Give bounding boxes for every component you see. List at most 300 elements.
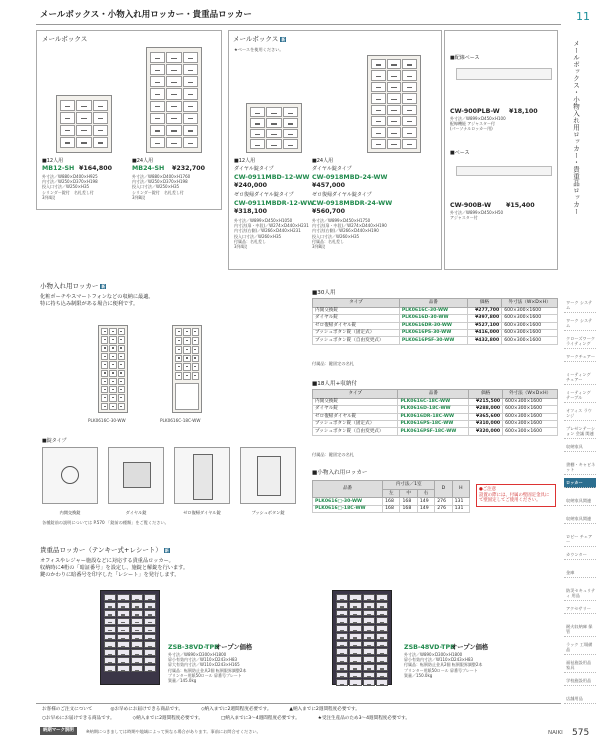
side-tab-1[interactable]: ワーク システム [564,316,596,331]
locker-door [183,363,190,371]
locker-door [76,137,91,148]
table-cell: 168 [400,498,417,505]
table30-title: ■30人用 [312,290,336,296]
locker-door [402,116,417,126]
table-cell: プッシュボタン錠（自由変更式） [313,428,398,435]
locker-door [371,59,386,69]
locker-door [376,664,388,671]
legend-head: 納期マーク説明 [40,727,77,735]
table-cell: PLK0616DR-18C-WW [398,413,469,420]
locker-door [144,641,156,648]
locker-door [371,139,386,149]
locker-door [118,394,125,401]
side-tab-7[interactable]: プレゼンテーション 会議 関連 [564,424,596,439]
locker-door [118,336,125,343]
locker-door [118,353,125,360]
locker-door [402,82,417,92]
locker-door [250,107,265,117]
locker-door [336,672,348,679]
locker-door [117,626,129,633]
locker-door [363,610,375,617]
locker-door [131,641,143,648]
locker-door [363,648,375,655]
locker-door [131,594,143,601]
inner-col-right: 右 [417,489,434,498]
table-cell: 168 [383,498,400,505]
table-row [313,337,558,344]
mailbox-dial-note: ★ベースを使用ください。 [234,47,284,52]
locker-door [104,626,116,633]
table18-col-size: 外寸法（W×D×H） [503,390,558,399]
table18-title: ■18人用+収納付 [312,381,358,387]
locker-door [175,328,182,336]
table-cell: 内開交換錠 [313,307,400,314]
table-row [313,329,558,336]
locker-door [118,361,125,368]
table-cell: ¥397,800 [467,315,501,322]
locker-door [131,626,143,633]
locker-door [60,125,75,136]
locker-door [371,116,386,126]
locker-door [283,118,298,128]
table18-header-row [313,390,558,399]
locker-door [387,105,402,115]
base2-model: CW-900B-W [450,202,492,209]
locker-door [104,634,116,641]
locker-door [109,345,116,352]
table-cell: 600×300×1600 [502,307,558,314]
table-cell: 168 [400,505,417,512]
locker-door [150,76,165,87]
page-number: 575 [572,728,590,738]
locker-door [376,679,388,686]
dial-24-label: ■24人用 [312,158,334,164]
dial-12-price2: ¥318,100 [234,208,268,215]
side-tab-0[interactable]: ワーク システム [564,298,596,313]
locker-door [349,641,361,648]
mailbox-dial-12-image [246,103,302,153]
base1-model: CW-900PLB-W [450,108,500,115]
side-tab-9[interactable]: 書棚・キャビネット [564,460,596,475]
locker-door [376,617,388,624]
locker-door [131,649,143,656]
locker-door [283,139,298,149]
inner-col-model: 品番 [313,481,383,498]
table-cell: プッシュボタン錠（自由変更式） [313,337,400,344]
locker-door [363,633,375,640]
inner-col-size: 内寸法／1室 [383,481,435,490]
base2-price: ¥15,400 [506,202,535,209]
locker-door [349,633,361,640]
locker-door [117,657,129,664]
side-tab-15[interactable]: 金庫 [564,568,596,578]
side-tab-11[interactable]: 収納家具関連 [564,496,596,506]
locker-door [376,656,388,663]
locker-door [266,107,281,117]
mailbox-24-label: ■24人用 [132,158,154,164]
side-tab-3[interactable]: ワークチェアー [564,352,596,362]
table-cell: PLK0616PS-30-WW [399,329,467,336]
locker-door [117,610,129,617]
lock-keyed-image [42,447,98,504]
dial-12-model2: CW-0911MBDR-12-WW [234,200,315,207]
header-divider [36,24,561,25]
side-tab-20[interactable]: 福祉施設用品 家具 [564,658,596,673]
table-cell: 600×300×1600 [503,398,558,405]
locker-door [101,370,108,377]
locker-door [118,370,125,377]
locker-door [387,70,402,80]
inner-table-header [313,481,470,490]
locker-door [192,346,199,354]
page-tab-number: 11 [576,10,590,23]
locker-door [183,64,198,75]
locker-door [118,386,125,393]
locker-door [349,610,361,617]
locker-door [118,378,125,385]
table-cell: PLK0616PSF-18C-WW [398,428,469,435]
locker-door [387,116,402,126]
table-cell: プッシュボタン錠（固定式） [313,420,398,427]
locker-door [117,594,129,601]
table-cell: ¥215,500 [469,398,503,405]
base1-label: ■配線ベース [450,55,480,61]
valuables-38-image [100,590,160,685]
locker-door [101,361,108,368]
side-tab-4[interactable]: ミーティング チェアー [564,370,596,385]
locker-door [183,328,190,336]
locker-door [109,403,116,410]
valuables-desc: オフィスやレジャー施設などに対応する貴重品ロッカー。 収納時に4桁の「暗証番号」を設定し、施錠と解錠を行います。 鍵のかわりに暗番号を印字した「レシート」を発行します。 [40,558,189,578]
table-cell: PLK0616□-30-WW [313,498,383,505]
table-cell: プッシュボタン錠（固定式） [313,329,400,336]
locker-door [144,657,156,664]
table-row [313,413,558,420]
valuables-48-model: ZSB-48VD-TPR [404,644,455,651]
base2-spec: 外寸法／W899×D450×H50 アジャスター付 [450,210,504,221]
lock-push-image [240,447,296,504]
mailbox-24-price: ¥232,700 [172,165,206,172]
base2-image [456,166,552,176]
locker-door [104,649,116,656]
locker-door [93,112,108,123]
locker-door [109,353,116,360]
locker-door [166,76,181,87]
locker-door [150,88,165,99]
table-cell: 600×300×1600 [502,337,558,344]
locker-door [93,125,108,136]
small-locker-desc: 化粧ポーチやスマートフォンなどの収納に最適。 特に持ち込み制限がある場合に便利です。 [40,294,154,307]
legend-row1-d: ▲納入までに2週間程度必要です。 [289,707,360,712]
locker-door [376,641,388,648]
locker-door [371,70,386,80]
dial-24-price: ¥457,000 [312,182,346,189]
locker-door [183,346,190,354]
valuables-48-spec: 外寸法／W890×D300×H1800 扉小有効内寸法／W110×D243×H83 付属品：転倒防止金具2個 転倒限界調整2本 プリンター用紙50ロール 扉番号プレート 質量／150.0kg [404,652,483,678]
locker-door [349,625,361,632]
side-tab-5[interactable]: ミーティング テーブル [564,388,596,403]
locker-door [371,127,386,137]
locker-door [109,336,116,343]
side-tab-17[interactable]: アクセサリー [564,604,596,614]
locker-door [363,679,375,686]
locker-door [363,641,375,648]
side-heading: メールボックス・小物入れ用ロッカー・貴重品ロッカー [572,40,580,215]
locker-door [101,386,108,393]
table-cell: PLK0616D-18C-WW [398,406,469,413]
table30-col-price: 価格 [467,299,501,308]
mailbox-dial-24-image [367,55,421,153]
locker-door [376,633,388,640]
side-tab-6[interactable]: オフィス ラウンジ [564,406,596,421]
side-tab-8[interactable]: 収納家具 [564,442,596,452]
locker-door [109,394,116,401]
locker-door [131,657,143,664]
table-cell: PLK0616PS-18C-WW [398,420,469,427]
table18 [312,389,558,436]
locker-door [118,403,125,410]
locker-door [376,672,388,679]
locker-door [109,378,116,385]
dial-24-type: ダイヤル錠タイプ [312,166,352,172]
table-cell: 149 [417,498,434,505]
table30-col-size: 外寸法（W×D×H） [502,299,558,308]
side-tab-18[interactable]: 耐火収納庫 保管 [564,622,596,637]
locker-door [183,88,198,99]
table-row [313,505,470,512]
locker-door [363,594,375,601]
table-row [313,498,470,505]
locker-door [144,618,156,625]
dial-12-label: ■12人用 [234,158,256,164]
locker-door [131,665,143,672]
locker-door [109,370,116,377]
locker-door [101,353,108,360]
locker-door [175,346,182,354]
table-cell: ¥320,000 [469,428,503,435]
side-tab-2[interactable]: クローズワーク ライティング [564,334,596,349]
locker-door [183,337,190,345]
table-cell: ¥416,000 [467,329,501,336]
side-tab-14[interactable]: カウンター [564,550,596,560]
table30-col-model: 品番 [399,299,467,308]
side-tab-22[interactable]: 店舗用品 [564,694,596,704]
locker-door [101,328,108,335]
table-cell: PLK0616DR-30-WW [399,322,467,329]
table30-header-row [313,299,558,308]
table-cell: 600×300×1600 [503,406,558,413]
locker-door [150,113,165,124]
locker-30-image [98,325,128,413]
lock-dial-caption: ダイヤル錠 [125,510,147,515]
base1-image [456,68,552,80]
table-cell: 内開交換錠 [313,398,398,405]
locker-door [363,672,375,679]
table-cell: ¥432,800 [467,337,501,344]
dial-24-model2: CW-0918MBDR-24-WW [312,200,393,207]
dial-12-spec: 外寸法／W899×D450×H1050 内寸法(扉・中段)／W274×D440×H231 内寸法(右側)／W266×D440×H231 投入口寸法／W260×H35 付属品：名札差し 3列4段 [234,218,309,249]
mailbox-dial-title: メールボックス 新 [233,35,286,43]
inner-table-title: ■小物入れ用ロッカー [312,470,368,476]
locker-door [101,336,108,343]
legend-row1-a: お客様のご注文について [42,707,93,712]
locker-door [183,101,198,112]
locker-door [402,93,417,103]
locker-door [402,70,417,80]
locker-door [131,634,143,641]
locker-door [150,101,165,112]
table-cell: 276 [435,498,452,505]
locker-door [131,602,143,609]
locker-door [402,105,417,115]
lock-dial-image [108,447,164,504]
table-cell: PLK0616C-30-WW [399,307,467,314]
locker-door [266,139,281,149]
locker-door [376,602,388,609]
table-row [313,315,558,322]
locker-door [166,101,181,112]
locker-door [93,137,108,148]
valuables-48-price: オープン価格 [451,644,489,651]
lock-zero-dial-image [174,447,230,504]
locker-door [192,355,199,363]
table-cell: ¥288,000 [469,406,503,413]
locker-door [266,118,281,128]
dial-24-type2: ゼロ復帰ダイヤル錠タイプ [312,192,372,198]
table-cell: 131 [452,498,469,505]
table30-note: 付属品：鍵固定の名札 [312,361,354,366]
locker-door [117,665,129,672]
valuables-title: 貴重品ロッカー（テンキー式+レシート） 新 [40,546,169,554]
locker-door [104,610,116,617]
locker-door [118,328,125,335]
locker-door [336,625,348,632]
table-cell: 600×300×1600 [502,322,558,329]
locker-door [109,361,116,368]
locker-30-caption: PLK0616C-30-WW [88,418,126,423]
locker-18-image [172,325,202,413]
locker-door [117,634,129,641]
mailbox-12-model: MB12-SH [42,165,75,172]
locker-door [192,337,199,345]
table18-note: 付属品：鍵固定の名札 [312,452,354,457]
locker-door [144,626,156,633]
locker-door [166,52,181,63]
locker-door [283,107,298,117]
locker-door [336,617,348,624]
locker-door [175,337,182,345]
side-tab-16[interactable]: 防災セキュリティ 用品 [564,586,596,601]
locker-door [101,345,108,352]
table-cell: 131 [452,505,469,512]
locker-door [93,100,108,111]
table-row [313,428,558,435]
locker-door [150,52,165,63]
locker-door [349,602,361,609]
locker-door [250,139,265,149]
mailbox-24-spec: 外寸法／W880×D400×H1760 内寸法／W250×D370×H198 投入口寸法／W250×H35 シリンダー錠付 名札差し付 3列8段 [132,174,191,200]
table-cell: ゼロ復帰ダイヤル錠 [313,413,398,420]
side-tab-13[interactable]: ロビー チェアー [564,532,596,547]
locker-door [363,617,375,624]
locker-door [101,394,108,401]
mailbox-12-label: ■12人用 [42,158,64,164]
locker-door [166,125,181,136]
locker-door [144,634,156,641]
locker-door [104,641,116,648]
locker-door [349,617,361,624]
locker-door [376,594,388,601]
locker-18-caption: PLK0616C-18C-WW [160,418,201,423]
locker-door [117,602,129,609]
table-cell: PLK0616C-18C-WW [398,398,469,405]
locker-door [192,372,199,380]
table-cell: 600×300×1600 [502,329,558,336]
locker-door [192,328,199,336]
locker-door [183,113,198,124]
locker-door [109,328,116,335]
table-row [313,322,558,329]
locker-door [101,378,108,385]
valuables-38-model: ZSB-38VD-TPR [168,644,219,651]
locker-door [349,679,361,686]
dial-12-type: ダイヤル錠タイプ [234,166,274,172]
locker-door [76,112,91,123]
dial-24-model: CW-0918MBD-24-WW [312,174,388,181]
legend-row2-a: ○お早めにお届けできる商品です。 [42,715,115,721]
locker-door [376,648,388,655]
locker-door [376,625,388,632]
table30-col-type: タイプ [313,299,400,308]
locker-door [336,594,348,601]
table-row [313,398,558,405]
locker-door [363,602,375,609]
locker-door [166,64,181,75]
table-cell: 600×300×1600 [503,420,558,427]
table-cell: PLK0616□-18C-WW [313,505,383,512]
locker-door [371,93,386,103]
table-cell: ¥310,000 [469,420,503,427]
install-notice: ●ご注意 設置の際には、付属の壁固定金具にて壁固定してご使用ください。 [476,484,556,507]
locker-door [183,372,190,380]
locker-door [175,372,182,380]
locker-door [402,59,417,69]
side-tab-10[interactable]: ロッカー [564,478,596,488]
table-row [313,420,558,427]
side-tab-12[interactable]: 収納家具関連 [564,514,596,524]
locker-door [349,656,361,663]
locker-door [104,602,116,609]
locker-door [131,618,143,625]
table-cell: 276 [435,505,452,512]
side-tab-21[interactable]: 学校施設用品 [564,676,596,686]
locker-door [109,386,116,393]
locker-door [166,88,181,99]
side-tab-19[interactable]: ラック 工場備品 [564,640,596,655]
delivery-legend [40,707,560,724]
base1-spec: 外寸法／W899×D450×H100 配線機能 アジャスター付 (パーソナルロッカー用) [450,116,506,132]
locker-door [183,355,190,363]
table-cell: ¥527,100 [467,322,501,329]
locker-door [60,112,75,123]
locker-door [349,594,361,601]
locker-door [387,93,402,103]
locker-door [363,625,375,632]
table-cell: 600×300×1600 [503,413,558,420]
locker-door [349,648,361,655]
locker-door [76,125,91,136]
page-title: メールボックス・小物入れ用ロッカー・貴重品ロッカー [40,10,252,20]
